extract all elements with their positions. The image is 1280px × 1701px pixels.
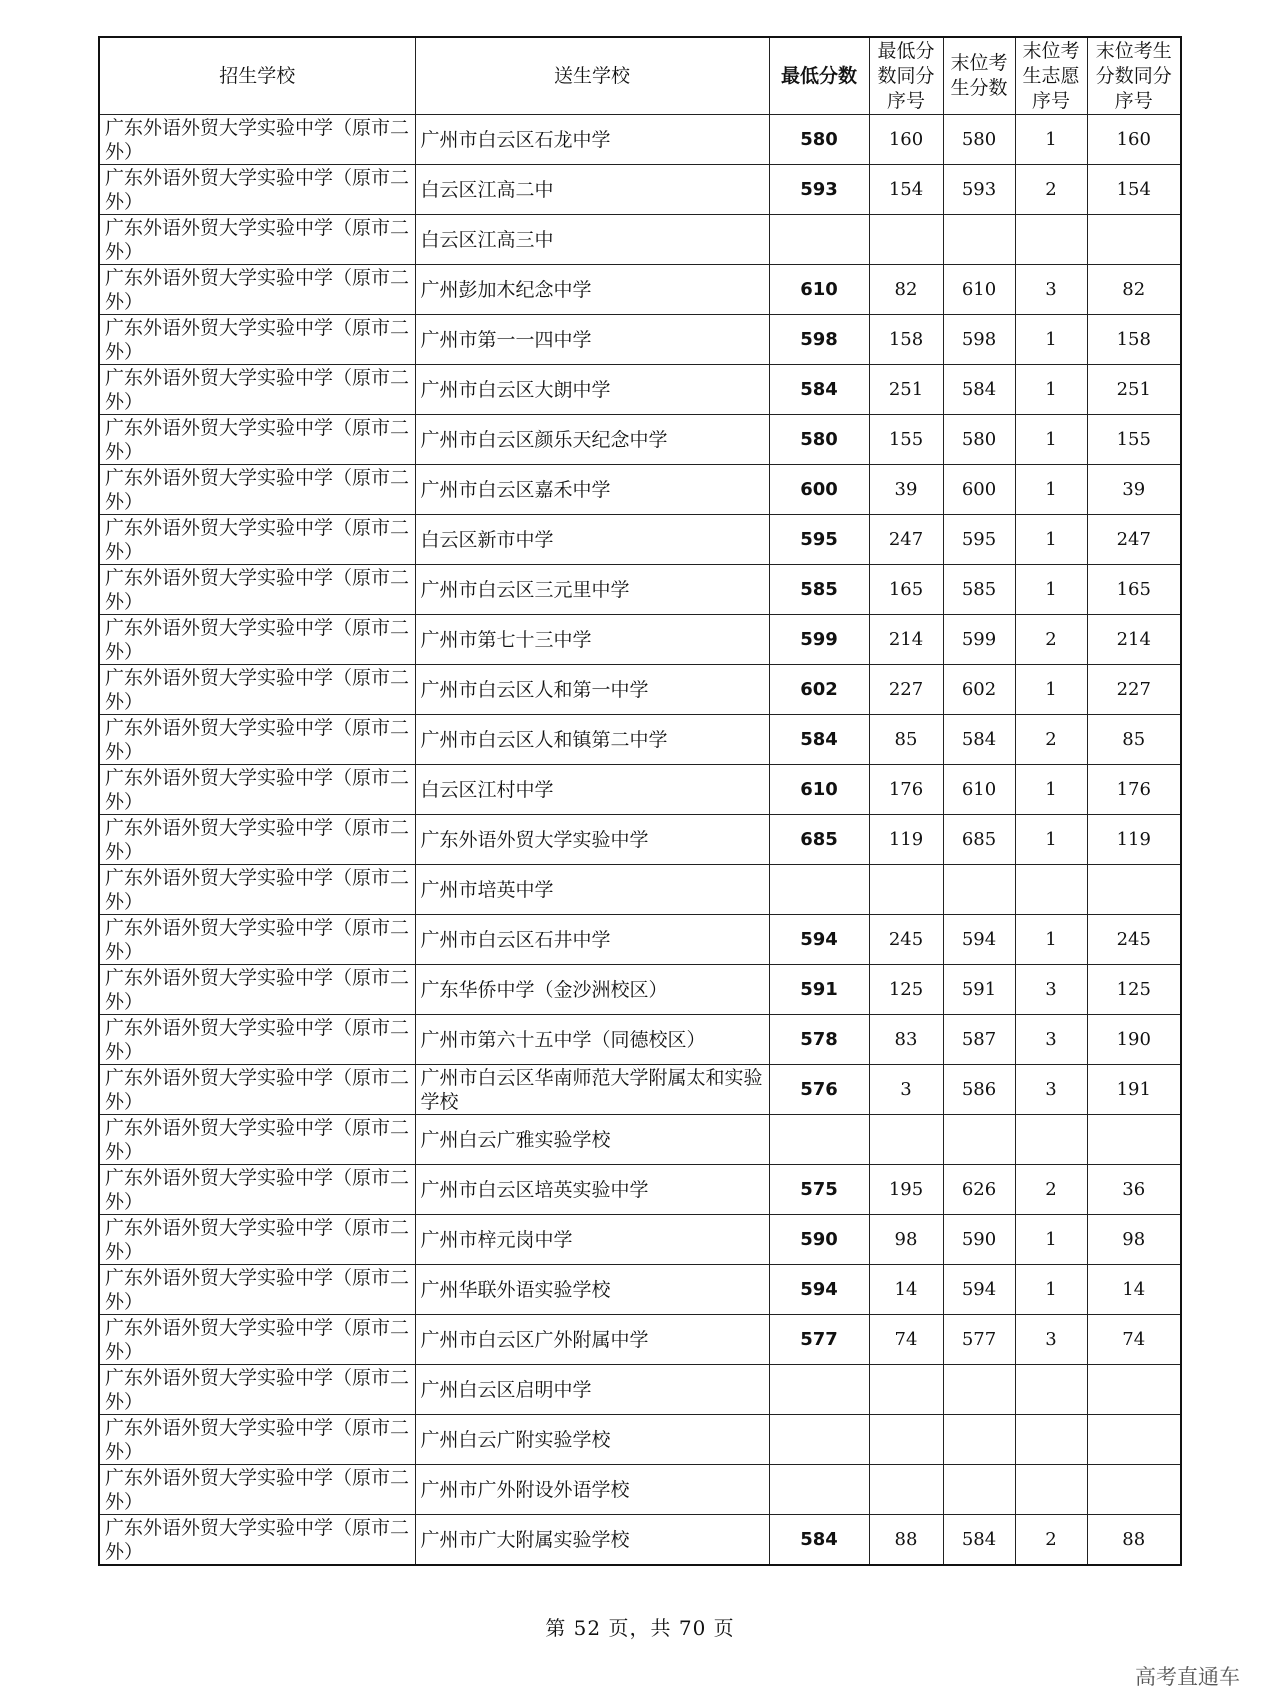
cell-min-score	[769, 1115, 869, 1165]
table-row	[99, 1465, 1181, 1515]
cell-last-score: 685	[943, 815, 1015, 865]
table-row	[99, 215, 1181, 265]
cell-last-rank	[1087, 1115, 1181, 1165]
header-last-score: 末位考生分数	[943, 37, 1015, 115]
cell-sender: 广州白云广雅实验学校	[415, 1115, 769, 1165]
cell-last-rank: 88	[1087, 1515, 1181, 1566]
table-row	[99, 1065, 1181, 1115]
cell-last-score: 598	[943, 315, 1015, 365]
header-sender: 送生学校	[415, 37, 769, 115]
cell-sender: 广州市白云区颜乐天纪念中学	[415, 415, 769, 465]
cell-last-choice: 1	[1015, 815, 1087, 865]
cell-last-score: 577	[943, 1315, 1015, 1365]
cell-min-score: 591	[769, 965, 869, 1015]
cell-min-score-rank: 3	[869, 1065, 943, 1115]
cell-min-score-rank	[869, 1415, 943, 1465]
table-row	[99, 415, 1181, 465]
cell-last-rank: 191	[1087, 1065, 1181, 1115]
table-row	[99, 565, 1181, 615]
admissions-table	[98, 36, 1182, 1566]
cell-min-score-rank: 85	[869, 715, 943, 765]
cell-min-score-rank: 158	[869, 315, 943, 365]
page-number: 第 52 页，共 70 页	[545, 1616, 735, 1640]
cell-last-score: 585	[943, 565, 1015, 615]
cell-last-score: 593	[943, 165, 1015, 215]
cell-school: 广东外语外贸大学实验中学（原市二外）	[99, 565, 415, 615]
cell-sender: 广东华侨中学（金沙洲校区）	[415, 965, 769, 1015]
cell-last-choice: 1	[1015, 315, 1087, 365]
cell-min-score: 610	[769, 265, 869, 315]
cell-sender: 广州市第七十三中学	[415, 615, 769, 665]
cell-min-score: 602	[769, 665, 869, 715]
cell-min-score: 685	[769, 815, 869, 865]
cell-last-choice: 1	[1015, 515, 1087, 565]
table-row	[99, 1415, 1181, 1465]
cell-min-score-rank: 154	[869, 165, 943, 215]
cell-min-score: 600	[769, 465, 869, 515]
cell-last-choice: 3	[1015, 1015, 1087, 1065]
cell-last-choice: 1	[1015, 565, 1087, 615]
cell-min-score	[769, 1365, 869, 1415]
cell-last-rank: 247	[1087, 515, 1181, 565]
cell-sender: 广州市广外附设外语学校	[415, 1465, 769, 1515]
table-body	[99, 115, 1181, 1566]
cell-last-rank: 155	[1087, 415, 1181, 465]
cell-min-score: 577	[769, 1315, 869, 1365]
cell-sender: 广州市白云区广外附属中学	[415, 1315, 769, 1365]
cell-last-choice: 3	[1015, 965, 1087, 1015]
cell-last-score: 590	[943, 1215, 1015, 1265]
cell-sender: 广州彭加木纪念中学	[415, 265, 769, 315]
cell-min-score: 578	[769, 1015, 869, 1065]
cell-last-choice: 2	[1015, 615, 1087, 665]
cell-sender: 广州市第一一四中学	[415, 315, 769, 365]
table-header	[99, 37, 1181, 115]
cell-min-score	[769, 1465, 869, 1515]
cell-last-choice: 3	[1015, 1065, 1087, 1115]
cell-last-choice: 2	[1015, 1515, 1087, 1566]
cell-last-rank	[1087, 215, 1181, 265]
cell-sender: 白云区江高三中	[415, 215, 769, 265]
cell-last-rank	[1087, 1365, 1181, 1415]
cell-school: 广东外语外贸大学实验中学（原市二外）	[99, 215, 415, 265]
cell-sender: 广州市白云区大朗中学	[415, 365, 769, 415]
table-row	[99, 1265, 1181, 1315]
table-row	[99, 365, 1181, 415]
cell-min-score-rank: 227	[869, 665, 943, 715]
cell-last-choice	[1015, 865, 1087, 915]
table-row	[99, 1365, 1181, 1415]
cell-last-rank: 74	[1087, 1315, 1181, 1365]
cell-min-score: 594	[769, 1265, 869, 1315]
cell-min-score: 580	[769, 115, 869, 165]
cell-last-rank: 85	[1087, 715, 1181, 765]
cell-last-score: 610	[943, 765, 1015, 815]
table-row	[99, 915, 1181, 965]
cell-school: 广东外语外贸大学实验中学（原市二外）	[99, 315, 415, 365]
cell-last-score: 626	[943, 1165, 1015, 1215]
cell-min-score-rank: 88	[869, 1515, 943, 1566]
cell-min-score-rank: 176	[869, 765, 943, 815]
header-min-score: 最低分数	[769, 37, 869, 115]
cell-last-rank: 176	[1087, 765, 1181, 815]
table-row	[99, 1515, 1181, 1566]
cell-min-score-rank: 82	[869, 265, 943, 315]
table-row	[99, 1115, 1181, 1165]
cell-school: 广东外语外贸大学实验中学（原市二外）	[99, 765, 415, 815]
cell-school: 广东外语外贸大学实验中学（原市二外）	[99, 865, 415, 915]
cell-school: 广东外语外贸大学实验中学（原市二外）	[99, 915, 415, 965]
cell-school: 广东外语外贸大学实验中学（原市二外）	[99, 1115, 415, 1165]
table-row	[99, 1215, 1181, 1265]
cell-last-score: 599	[943, 615, 1015, 665]
cell-sender: 广州白云广附实验学校	[415, 1415, 769, 1465]
cell-school: 广东外语外贸大学实验中学（原市二外）	[99, 515, 415, 565]
cell-sender: 广州市白云区华南师范大学附属太和实验学校	[415, 1065, 769, 1115]
cell-sender: 广州市白云区三元里中学	[415, 565, 769, 615]
cell-last-score: 587	[943, 1015, 1015, 1065]
cell-min-score-rank: 195	[869, 1165, 943, 1215]
cell-min-score-rank: 165	[869, 565, 943, 615]
cell-last-rank: 165	[1087, 565, 1181, 615]
cell-sender: 广州市白云区人和第一中学	[415, 665, 769, 715]
cell-school: 广东外语外贸大学实验中学（原市二外）	[99, 1065, 415, 1115]
cell-last-choice: 1	[1015, 915, 1087, 965]
header-row	[99, 37, 1181, 115]
cell-sender: 广州华联外语实验学校	[415, 1265, 769, 1315]
cell-last-choice: 3	[1015, 1315, 1087, 1365]
cell-school: 广东外语外贸大学实验中学（原市二外）	[99, 1465, 415, 1515]
cell-min-score-rank	[869, 1115, 943, 1165]
cell-last-rank: 158	[1087, 315, 1181, 365]
cell-last-score	[943, 1115, 1015, 1165]
cell-min-score-rank	[869, 865, 943, 915]
cell-min-score-rank: 74	[869, 1315, 943, 1365]
cell-min-score-rank: 119	[869, 815, 943, 865]
cell-last-score: 584	[943, 1515, 1015, 1566]
cell-last-choice: 2	[1015, 715, 1087, 765]
cell-last-rank: 14	[1087, 1265, 1181, 1315]
table-row	[99, 715, 1181, 765]
cell-last-choice: 1	[1015, 1265, 1087, 1315]
cell-last-score: 602	[943, 665, 1015, 715]
cell-min-score-rank: 98	[869, 1215, 943, 1265]
cell-last-choice	[1015, 1465, 1087, 1515]
table-row	[99, 815, 1181, 865]
cell-last-rank: 36	[1087, 1165, 1181, 1215]
cell-sender: 广州白云区启明中学	[415, 1365, 769, 1415]
cell-sender: 白云区江高二中	[415, 165, 769, 215]
cell-last-rank: 82	[1087, 265, 1181, 315]
table-row	[99, 865, 1181, 915]
table-row	[99, 615, 1181, 665]
table-row	[99, 115, 1181, 165]
cell-school: 广东外语外贸大学实验中学（原市二外）	[99, 965, 415, 1015]
cell-min-score: 590	[769, 1215, 869, 1265]
cell-last-score: 580	[943, 115, 1015, 165]
cell-last-score: 600	[943, 465, 1015, 515]
cell-min-score-rank: 83	[869, 1015, 943, 1065]
table-row	[99, 265, 1181, 315]
cell-last-rank: 39	[1087, 465, 1181, 515]
cell-last-rank: 160	[1087, 115, 1181, 165]
cell-min-score-rank: 14	[869, 1265, 943, 1315]
cell-min-score: 575	[769, 1165, 869, 1215]
cell-min-score: 594	[769, 915, 869, 965]
header-school: 招生学校	[99, 37, 415, 115]
cell-min-score: 584	[769, 365, 869, 415]
cell-min-score: 585	[769, 565, 869, 615]
cell-last-score: 591	[943, 965, 1015, 1015]
cell-sender: 广州市白云区培英实验中学	[415, 1165, 769, 1215]
cell-last-rank: 227	[1087, 665, 1181, 715]
cell-school: 广东外语外贸大学实验中学（原市二外）	[99, 1215, 415, 1265]
cell-last-choice: 2	[1015, 165, 1087, 215]
cell-last-rank: 125	[1087, 965, 1181, 1015]
cell-min-score-rank: 214	[869, 615, 943, 665]
cell-school: 广东外语外贸大学实验中学（原市二外）	[99, 265, 415, 315]
table-row	[99, 165, 1181, 215]
cell-last-choice: 1	[1015, 415, 1087, 465]
table-row	[99, 1315, 1181, 1365]
cell-min-score-rank: 39	[869, 465, 943, 515]
cell-sender: 广州市培英中学	[415, 865, 769, 915]
cell-min-score: 576	[769, 1065, 869, 1115]
cell-min-score: 584	[769, 1515, 869, 1566]
cell-min-score	[769, 215, 869, 265]
cell-last-rank: 214	[1087, 615, 1181, 665]
cell-school: 广东外语外贸大学实验中学（原市二外）	[99, 1165, 415, 1215]
cell-last-rank	[1087, 865, 1181, 915]
cell-last-score: 584	[943, 715, 1015, 765]
cell-school: 广东外语外贸大学实验中学（原市二外）	[99, 715, 415, 765]
cell-school: 广东外语外贸大学实验中学（原市二外）	[99, 1515, 415, 1566]
table-row	[99, 1015, 1181, 1065]
cell-last-score: 595	[943, 515, 1015, 565]
cell-last-score: 594	[943, 915, 1015, 965]
cell-min-score: 595	[769, 515, 869, 565]
header-min-score-rank: 最低分数同分序号	[869, 37, 943, 115]
cell-last-choice: 1	[1015, 665, 1087, 715]
table-row	[99, 315, 1181, 365]
cell-last-score	[943, 1415, 1015, 1465]
cell-min-score-rank: 247	[869, 515, 943, 565]
cell-school: 广东外语外贸大学实验中学（原市二外）	[99, 1415, 415, 1465]
cell-min-score: 584	[769, 715, 869, 765]
table-row	[99, 515, 1181, 565]
cell-last-rank: 154	[1087, 165, 1181, 215]
cell-sender: 广州市白云区石井中学	[415, 915, 769, 965]
cell-last-rank: 190	[1087, 1015, 1181, 1065]
cell-last-rank	[1087, 1465, 1181, 1515]
cell-last-score	[943, 1465, 1015, 1515]
cell-school: 广东外语外贸大学实验中学（原市二外）	[99, 1315, 415, 1365]
cell-sender: 广州市白云区嘉禾中学	[415, 465, 769, 515]
cell-last-rank: 119	[1087, 815, 1181, 865]
cell-min-score-rank: 251	[869, 365, 943, 415]
cell-last-choice: 1	[1015, 765, 1087, 815]
cell-last-choice	[1015, 1415, 1087, 1465]
header-last-choice: 末位考生志愿序号	[1015, 37, 1087, 115]
table-row	[99, 465, 1181, 515]
table-row	[99, 1165, 1181, 1215]
cell-min-score: 593	[769, 165, 869, 215]
cell-school: 广东外语外贸大学实验中学（原市二外）	[99, 165, 415, 215]
cell-min-score-rank: 245	[869, 915, 943, 965]
cell-school: 广东外语外贸大学实验中学（原市二外）	[99, 665, 415, 715]
cell-min-score	[769, 1415, 869, 1465]
cell-school: 广东外语外贸大学实验中学（原市二外）	[99, 415, 415, 465]
cell-sender: 广州市梓元岗中学	[415, 1215, 769, 1265]
cell-last-choice: 1	[1015, 365, 1087, 415]
cell-last-score: 584	[943, 365, 1015, 415]
watermark-text: 高考直通车	[1135, 1665, 1240, 1689]
cell-min-score: 580	[769, 415, 869, 465]
cell-sender: 白云区新市中学	[415, 515, 769, 565]
cell-last-rank: 245	[1087, 915, 1181, 965]
cell-school: 广东外语外贸大学实验中学（原市二外）	[99, 615, 415, 665]
table-row	[99, 765, 1181, 815]
cell-last-choice	[1015, 1365, 1087, 1415]
cell-min-score-rank	[869, 1365, 943, 1415]
cell-school: 广东外语外贸大学实验中学（原市二外）	[99, 1265, 415, 1315]
cell-min-score: 599	[769, 615, 869, 665]
cell-school: 广东外语外贸大学实验中学（原市二外）	[99, 465, 415, 515]
cell-last-choice: 3	[1015, 265, 1087, 315]
cell-sender: 广州市第六十五中学（同德校区）	[415, 1015, 769, 1065]
cell-min-score-rank: 155	[869, 415, 943, 465]
cell-school: 广东外语外贸大学实验中学（原市二外）	[99, 365, 415, 415]
cell-last-score: 586	[943, 1065, 1015, 1115]
cell-last-rank: 98	[1087, 1215, 1181, 1265]
cell-min-score: 598	[769, 315, 869, 365]
cell-last-choice	[1015, 215, 1087, 265]
cell-last-score	[943, 865, 1015, 915]
cell-last-choice: 1	[1015, 115, 1087, 165]
cell-min-score	[769, 865, 869, 915]
table-row	[99, 965, 1181, 1015]
cell-last-score: 610	[943, 265, 1015, 315]
header-last-rank: 末位考生分数同分序号	[1087, 37, 1181, 115]
cell-min-score-rank	[869, 1465, 943, 1515]
cell-last-choice: 1	[1015, 465, 1087, 515]
cell-min-score-rank: 125	[869, 965, 943, 1015]
cell-sender: 广州市广大附属实验学校	[415, 1515, 769, 1566]
cell-last-rank: 251	[1087, 365, 1181, 415]
cell-last-score	[943, 215, 1015, 265]
cell-last-score: 580	[943, 415, 1015, 465]
cell-school: 广东外语外贸大学实验中学（原市二外）	[99, 115, 415, 165]
cell-last-choice: 2	[1015, 1165, 1087, 1215]
cell-school: 广东外语外贸大学实验中学（原市二外）	[99, 1015, 415, 1065]
cell-school: 广东外语外贸大学实验中学（原市二外）	[99, 1365, 415, 1415]
cell-last-choice: 1	[1015, 1215, 1087, 1265]
cell-sender: 广州市白云区人和镇第二中学	[415, 715, 769, 765]
table-row	[99, 665, 1181, 715]
cell-last-choice	[1015, 1115, 1087, 1165]
cell-last-score: 594	[943, 1265, 1015, 1315]
cell-min-score: 610	[769, 765, 869, 815]
cell-sender: 白云区江村中学	[415, 765, 769, 815]
cell-last-rank	[1087, 1415, 1181, 1465]
cell-school: 广东外语外贸大学实验中学（原市二外）	[99, 815, 415, 865]
cell-min-score-rank: 160	[869, 115, 943, 165]
cell-sender: 广东外语外贸大学实验中学	[415, 815, 769, 865]
cell-sender: 广州市白云区石龙中学	[415, 115, 769, 165]
cell-last-score	[943, 1365, 1015, 1415]
cell-min-score-rank	[869, 215, 943, 265]
